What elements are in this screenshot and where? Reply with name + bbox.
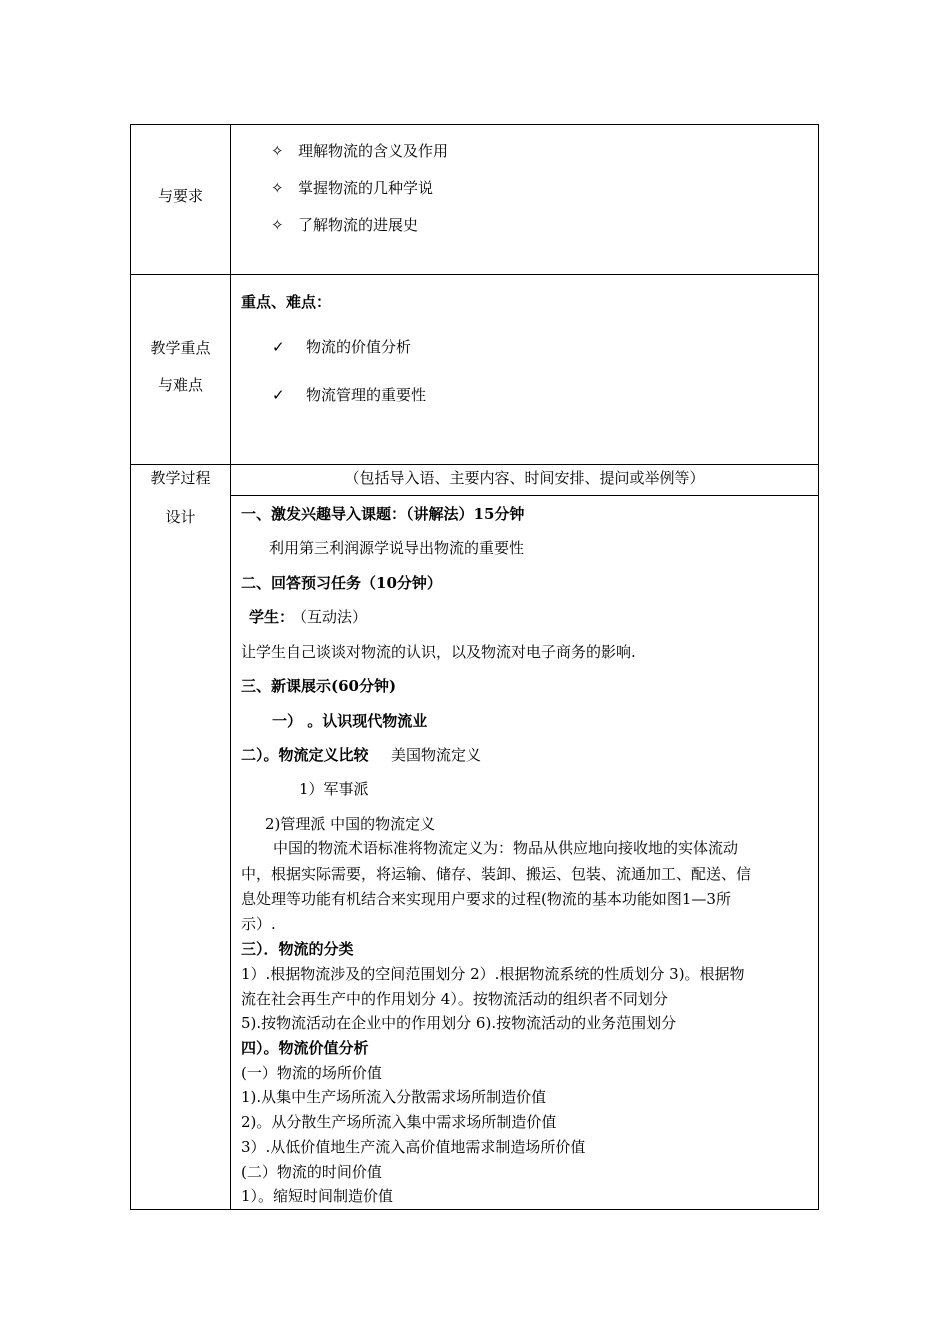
- subsection-heading: 二）。物流定义比较: [241, 746, 369, 764]
- body-text: 美国物流定义: [391, 746, 482, 764]
- table-border-bottom: [130, 1209, 819, 1210]
- row-label-process: 教学过程: [150, 469, 211, 487]
- body-text: 息处理等功能有机结合来实现用户要求的过程(物流的基本功能如图1—3所: [241, 890, 731, 908]
- row-label-design: 设计: [165, 508, 196, 526]
- body-text: 中，根据实际需要，将运输、储存、装卸、搬运、包装、流通加工、配送、信: [241, 865, 752, 883]
- check-icon: ✓: [272, 338, 285, 356]
- body-text: 中国的物流术语标准将物流定义为：物品从供应地向接收地的实体流动: [273, 839, 739, 857]
- method-text: （互动法）: [292, 608, 368, 626]
- note-divider: [230, 495, 819, 496]
- body-text: 流在社会再生产中的作用划分 4）。按物流活动的组织者不同划分: [241, 990, 668, 1008]
- key-points-heading: 重点、难点：: [241, 293, 332, 311]
- body-text: 利用第三利润源学说导出物流的重要性: [269, 539, 525, 557]
- table-border-left: [130, 124, 131, 1210]
- row-label-requirements: 与要求: [157, 187, 203, 205]
- row-divider-1: [130, 274, 819, 275]
- section-heading: 三）．物流的分类: [241, 940, 354, 958]
- diamond-bullet-icon: ✧: [271, 142, 284, 160]
- objective-item: 掌握物流的几种学说: [298, 179, 434, 197]
- section-heading: 二、回答预习任务（10分钟）: [241, 574, 442, 592]
- body-text: 1）.根据物流涉及的空间范围划分 2）.根据物流系统的性质划分 3)。根据物: [241, 965, 745, 983]
- table-border-top: [130, 124, 819, 125]
- diamond-bullet-icon: ✧: [271, 216, 284, 234]
- diamond-bullet-icon: ✧: [271, 179, 284, 197]
- section-heading: 三、新课展示(60分钟): [241, 677, 397, 695]
- key-point-item: 物流管理的重要性: [306, 386, 427, 404]
- body-text: 2)管理派 中国的物流定义: [265, 815, 436, 833]
- objective-item: 理解物流的含义及作用: [298, 142, 449, 160]
- section-heading: 四）。物流价值分析: [241, 1039, 369, 1057]
- objective-item: 了解物流的进展史: [298, 216, 419, 234]
- row-label-key-points: 教学重点: [150, 339, 211, 357]
- body-text: 5).按物流活动在企业中的作用划分 6).按物流活动的业务范围划分: [241, 1014, 677, 1032]
- table-border-right: [818, 124, 819, 1210]
- body-text: 示）.: [241, 915, 276, 933]
- row-label-key-points-2: 与难点: [157, 376, 203, 394]
- body-text: 3）.从低价值地生产流入高价值地需求制造场所价值: [241, 1138, 586, 1156]
- body-text: (一）物流的场所价值: [241, 1064, 382, 1082]
- body-text: 1).从集中生产场所流入分散需求场所制造价值: [241, 1088, 547, 1106]
- subsection-heading: 一） 。认识现代物流业: [272, 712, 428, 730]
- body-text: 让学生自己谈谈对物流的认识，以及物流对电子商务的影响.: [241, 643, 636, 661]
- body-text: (二）物流的时间价值: [241, 1163, 382, 1181]
- student-label: 学生：: [249, 608, 295, 626]
- section-heading: 一、激发兴趣导入课题：（讲解法）15分钟: [241, 505, 525, 523]
- key-point-item: 物流的价值分析: [306, 338, 412, 356]
- check-icon: ✓: [272, 386, 285, 404]
- row-divider-2: [130, 464, 819, 465]
- body-text: 2)。从分散生产场所流入集中需求场所制造价值: [241, 1113, 557, 1131]
- body-text: 1）军事派: [299, 780, 369, 798]
- process-note: （包括导入语、主要内容、时间安排、提问或举例等）: [344, 469, 705, 487]
- table-column-divider: [230, 124, 231, 1210]
- body-text: 1）。缩短时间制造价值: [241, 1187, 394, 1205]
